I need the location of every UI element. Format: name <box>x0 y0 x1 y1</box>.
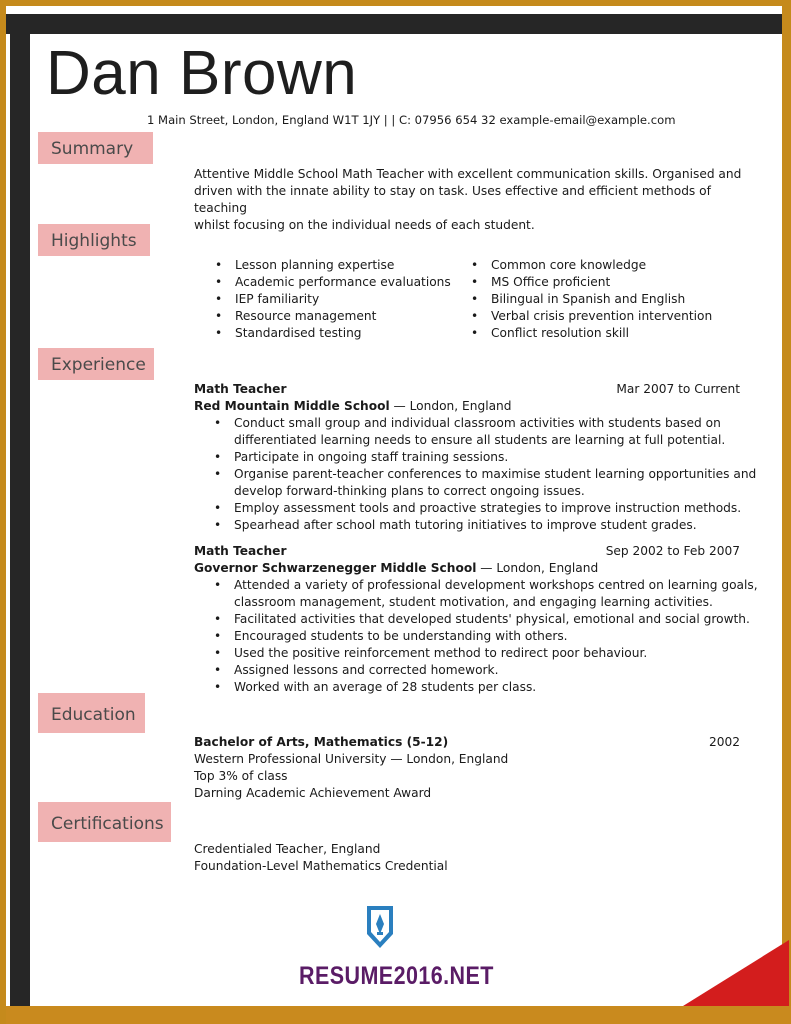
duties-list <box>194 577 758 696</box>
employer-location: — London, England <box>393 399 512 413</box>
list-item: • Assigned lessons and corrected homework. <box>234 662 758 679</box>
job-dates: Sep 2002 to Feb 2007 <box>605 544 740 558</box>
list-item: • IEP familiarity <box>235 291 451 308</box>
experience-entry-1 <box>194 381 756 534</box>
certification-item: Foundation-Level Mathematics Credential <box>194 859 448 873</box>
job-title: Math Teacher <box>194 382 287 396</box>
section-label-certifications: Certifications <box>38 802 171 842</box>
list-item: • MS Office proficient <box>491 274 712 291</box>
list-item: • Bilingual in Spanish and English <box>491 291 712 308</box>
certification-item: Credentialed Teacher, England <box>194 842 381 856</box>
school-name: Western Professional University <box>194 752 387 766</box>
list-item: • Verbal crisis prevention intervention <box>491 308 712 325</box>
list-item: • Resource management <box>235 308 451 325</box>
list-item: • Standardised testing <box>235 325 451 342</box>
list-item: • Lesson planning expertise <box>235 257 451 274</box>
job-dates: Mar 2007 to Current <box>616 382 740 396</box>
section-label-experience: Experience <box>38 348 154 380</box>
list-item: • Worked with an average of 28 students per class. <box>234 679 758 696</box>
highlights-right-list <box>491 257 712 342</box>
section-label-education: Education <box>38 693 145 733</box>
corner-accent <box>683 940 789 1006</box>
list-item: • Participate in ongoing staff training sessions. <box>234 449 756 466</box>
brand-logo-text: RESUME2016.NET <box>299 962 494 990</box>
employer-name: Governor Schwarzenegger Middle School <box>194 561 477 575</box>
employer-name: Red Mountain Middle School <box>194 399 390 413</box>
section-label-highlights: Highlights <box>38 224 150 256</box>
list-item: • Spearhead after school math tutoring initiatives to improve student grades. <box>234 517 756 534</box>
contact-line: 1 Main Street, London, England W1T 1JY | | C: 07956 654 32 example-email@example.com <box>147 113 676 127</box>
list-item: • Attended a variety of professional development workshops centred on learning goals, classroom management, student motivation, and engaging learning activities. <box>234 577 758 611</box>
list-item: • Used the positive reinforcement method to redirect poor behaviour. <box>234 645 758 662</box>
pen-shield-icon <box>365 904 395 950</box>
education-entry <box>194 734 740 802</box>
highlights-left-list <box>235 257 451 342</box>
school-location: — London, England <box>390 752 509 766</box>
list-item: • Common core knowledge <box>491 257 712 274</box>
section-label-summary: Summary <box>38 132 153 164</box>
resume-name: Dan Brown <box>46 39 358 108</box>
education-detail: Top 3% of class <box>194 769 288 783</box>
job-title: Math Teacher <box>194 544 287 558</box>
certifications-list <box>194 841 448 875</box>
bottom-border-bar <box>6 1006 791 1024</box>
duties-list <box>194 415 756 534</box>
list-item: • Facilitated activities that developed students' physical, emotional and social growth. <box>234 611 758 628</box>
top-border-bar <box>6 14 782 34</box>
degree-name: Bachelor of Arts, Mathematics (5-12) <box>194 735 449 749</box>
education-detail: Darning Academic Achievement Award <box>194 786 432 800</box>
summary-text: Attentive Middle School Math Teacher with excellent communication skills. Organised and driven with the innate ability to stay on task. Uses effective and efficient methods of teaching whilst focusing on the individual needs of each student. <box>194 167 742 232</box>
employer-location: — London, England <box>480 561 599 575</box>
list-item: • Conduct small group and individual classroom activities with students based on differentiated learning needs to ensure all students are learning at full potential. <box>234 415 756 449</box>
list-item: • Academic performance evaluations <box>235 274 451 291</box>
list-item: • Conflict resolution skill <box>491 325 712 342</box>
experience-entry-2 <box>194 543 758 696</box>
list-item: • Organise parent-teacher conferences to maximise student learning opportunities and develop forward-thinking plans to correct ongoing issues. <box>234 466 756 500</box>
list-item: • Employ assessment tools and proactive strategies to improve instruction methods. <box>234 500 756 517</box>
degree-year: 2002 <box>708 735 740 749</box>
list-item: • Encouraged students to be understanding with others. <box>234 628 758 645</box>
left-border-bar <box>10 14 30 1024</box>
